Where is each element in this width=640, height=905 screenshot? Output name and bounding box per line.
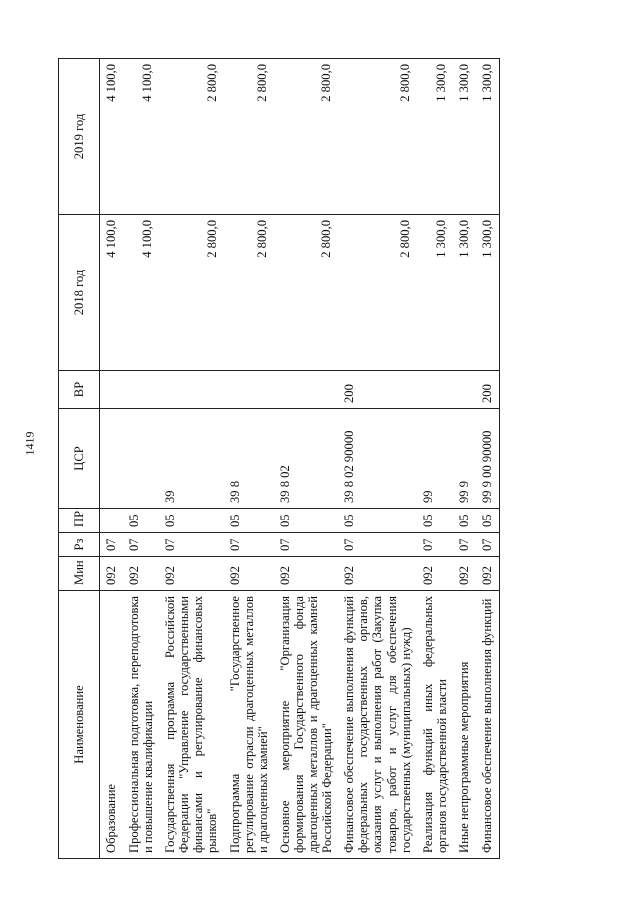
row-rz: 07 <box>100 533 124 557</box>
budget-table <box>58 58 500 859</box>
row-name: Профессиональная подготовка, переподготовка и повышение квалификации <box>123 591 159 859</box>
row-csr: 39 8 02 <box>274 409 338 509</box>
rotated-page <box>58 59 604 859</box>
header-2018: 2018 год <box>59 215 100 371</box>
row-rz: 07 <box>417 533 453 557</box>
row-2018: 1 300,0 <box>453 215 476 371</box>
row-name: Государственная программа Российской Федерации "Управление государственными финансами и регулирование финансовых рынков" <box>159 591 223 859</box>
row-2018: 2 800,0 <box>224 215 274 371</box>
row-pr: 05 <box>476 509 500 533</box>
table-row <box>338 59 416 859</box>
table-row <box>274 59 338 859</box>
row-rz: 07 <box>453 533 476 557</box>
row-min: 092 <box>338 557 416 591</box>
table-header-row <box>59 59 100 859</box>
row-2018: 2 800,0 <box>274 215 338 371</box>
row-name: Финансовое обеспечение выполнения функций <box>476 591 500 859</box>
row-rz: 07 <box>338 533 416 557</box>
row-rz: 07 <box>159 533 223 557</box>
row-vr <box>453 371 476 409</box>
row-min: 092 <box>453 557 476 591</box>
header-csr: ЦСР <box>59 409 100 509</box>
row-name: Финансовое обеспечение выполнения функций федеральных государственных органов, оказания услуг и выполнения работ (Закупка товаров, работ и услуг для обеспечения государственных (муниципальных) нужд) <box>338 591 416 859</box>
header-vr: ВР <box>59 371 100 409</box>
row-csr: 39 8 02 90000 <box>338 409 416 509</box>
row-2019: 4 100,0 <box>123 59 159 215</box>
table-row <box>224 59 274 859</box>
row-name: Иные непрограммные мероприятия <box>453 591 476 859</box>
row-2019: 1 300,0 <box>453 59 476 215</box>
row-pr: 05 <box>338 509 416 533</box>
row-pr: 05 <box>274 509 338 533</box>
table-row <box>453 59 476 859</box>
header-min: Мин <box>59 557 100 591</box>
row-2019: 1 300,0 <box>476 59 500 215</box>
row-name: Реализация функций иных федеральных органов государственной власти <box>417 591 453 859</box>
page-number: 1419 <box>22 431 37 456</box>
row-csr: 99 9 <box>453 409 476 509</box>
row-vr <box>100 371 124 409</box>
header-pr: ПР <box>59 509 100 533</box>
row-min: 092 <box>159 557 223 591</box>
row-csr: 99 <box>417 409 453 509</box>
row-rz: 07 <box>476 533 500 557</box>
row-2018: 1 300,0 <box>417 215 453 371</box>
row-csr <box>123 409 159 509</box>
row-name: Подпрограмма "Государственное регулирование отрасли драгоценных металлов и драгоценных камней" <box>224 591 274 859</box>
row-pr <box>100 509 124 533</box>
table-viewport <box>58 59 604 859</box>
row-2019: 2 800,0 <box>159 59 223 215</box>
row-min: 092 <box>417 557 453 591</box>
row-pr: 05 <box>123 509 159 533</box>
row-rz: 07 <box>224 533 274 557</box>
header-name: Наименование <box>59 591 100 859</box>
row-vr <box>224 371 274 409</box>
row-pr: 05 <box>453 509 476 533</box>
row-min: 092 <box>476 557 500 591</box>
row-2019: 2 800,0 <box>224 59 274 215</box>
row-vr <box>274 371 338 409</box>
row-rz: 07 <box>123 533 159 557</box>
row-2019: 4 100,0 <box>100 59 124 215</box>
row-min: 092 <box>123 557 159 591</box>
row-2018: 2 800,0 <box>159 215 223 371</box>
header-rz: Рз <box>59 533 100 557</box>
row-vr <box>417 371 453 409</box>
row-min: 092 <box>100 557 124 591</box>
row-pr: 05 <box>159 509 223 533</box>
row-name: Образование <box>100 591 124 859</box>
row-vr: 200 <box>338 371 416 409</box>
table-row <box>123 59 159 859</box>
row-vr <box>159 371 223 409</box>
row-rz: 07 <box>274 533 338 557</box>
row-csr: 99 9 00 90000 <box>476 409 500 509</box>
row-min: 092 <box>274 557 338 591</box>
row-vr: 200 <box>476 371 500 409</box>
table-row <box>159 59 223 859</box>
row-2018: 4 100,0 <box>100 215 124 371</box>
row-csr <box>100 409 124 509</box>
row-pr: 05 <box>417 509 453 533</box>
table-row <box>476 59 500 859</box>
table-row <box>417 59 453 859</box>
row-csr: 39 <box>159 409 223 509</box>
row-2019: 1 300,0 <box>417 59 453 215</box>
row-pr: 05 <box>224 509 274 533</box>
row-2018: 4 100,0 <box>123 215 159 371</box>
row-2018: 2 800,0 <box>338 215 416 371</box>
table-row <box>100 59 124 859</box>
row-2019: 2 800,0 <box>274 59 338 215</box>
row-min: 092 <box>224 557 274 591</box>
row-name: Основное мероприятие "Организация формирования Государственного фонда драгоценных металлов и драгоценных камней Российской Федерации" <box>274 591 338 859</box>
row-csr: 39 8 <box>224 409 274 509</box>
row-vr <box>123 371 159 409</box>
row-2018: 1 300,0 <box>476 215 500 371</box>
header-2019: 2019 год <box>59 59 100 215</box>
row-2019: 2 800,0 <box>338 59 416 215</box>
